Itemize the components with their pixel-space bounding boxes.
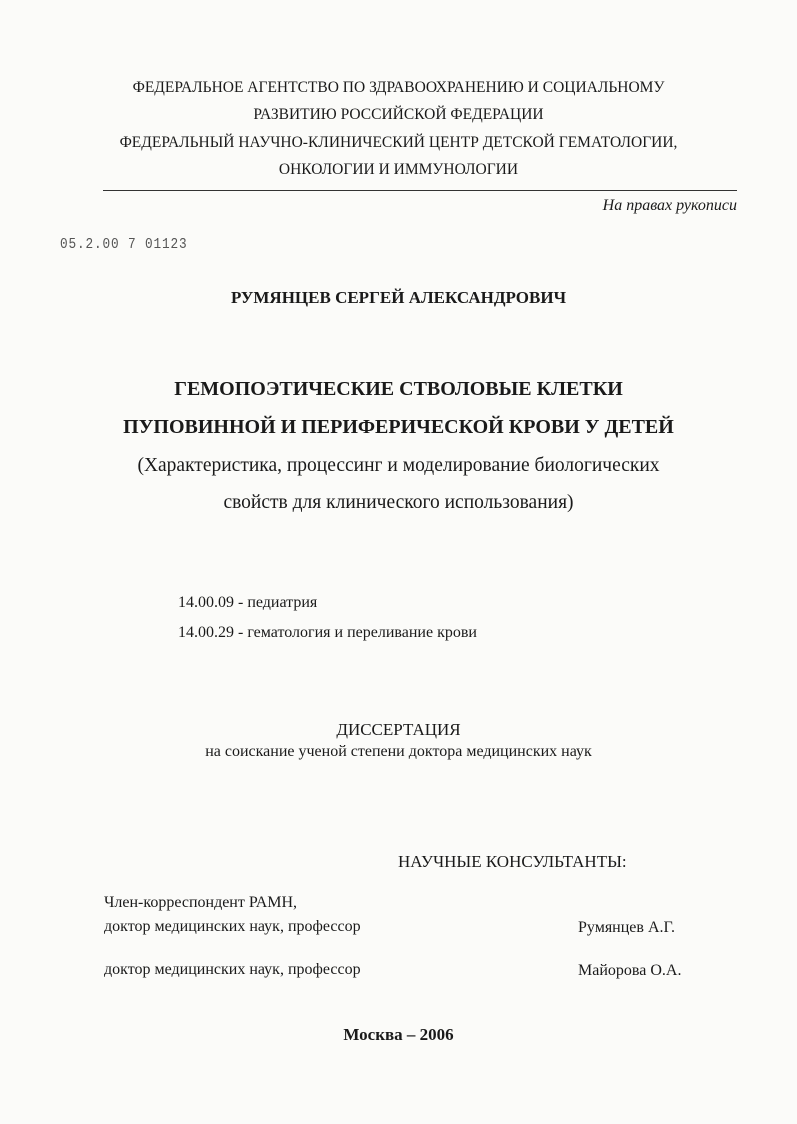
consultant-2-name: Майорова О.А. (578, 962, 682, 979)
header-line-1: ФЕДЕРАЛЬНОЕ АГЕНТСТВО ПО ЗДРАВООХРАНЕНИЮ И СОЦИАЛЬНОМУ (132, 79, 665, 96)
header-line-2: РАЗВИТИЮ РОССИЙСКОЙ ФЕДЕРАЦИИ (253, 106, 544, 123)
degree-text: на соискание ученой степени доктора медицинских наук (205, 743, 592, 760)
consultants-heading: НАУЧНЫЕ КОНСУЛЬТАНТЫ: (398, 852, 627, 871)
manuscript-note: На правах рукописи (602, 197, 737, 214)
author-name: РУМЯНЦЕВ СЕРГЕЙ АЛЕКСАНДРОВИЧ (230, 288, 567, 307)
specialty-1: 14.00.09 - педиатрия (178, 594, 318, 611)
consultant-2-title: доктор медицинских наук, профессор (104, 961, 361, 978)
title-line-1: ГЕМОПОЭТИЧЕСКИЕ СТВОЛОВЫЕ КЛЕТКИ (174, 378, 623, 400)
city-year: Москва – 2006 (343, 1025, 454, 1044)
header-line-3: ФЕДЕРАЛЬНЫЙ НАУЧНО-КЛИНИЧЕСКИЙ ЦЕНТР ДЕТСКОЙ ГЕМАТОЛОГИИ, (119, 134, 678, 151)
header-rule (103, 190, 737, 191)
consultant-1-title-1: Член-корреспондент РАМН, (104, 894, 298, 911)
subtitle-line-1: (Характеристика, процессинг и моделирование биологических (137, 455, 660, 476)
library-stamp: 05.2.00 7 01123 (60, 236, 188, 253)
dissertation-label: ДИССЕРТАЦИЯ (336, 720, 461, 739)
consultant-1-title-2: доктор медицинских наук, профессор (104, 918, 361, 935)
title-line-2: ПУПОВИННОЙ И ПЕРИФЕРИЧЕСКОЙ КРОВИ У ДЕТЕЙ (123, 416, 674, 438)
subtitle-line-2: свойств для клинического использования) (223, 492, 574, 513)
header-line-4: ОНКОЛОГИИ И ИММУНОЛОГИИ (278, 161, 519, 178)
consultant-1-name: Румянцев А.Г. (578, 919, 675, 936)
specialty-2: 14.00.29 - гематология и переливание крови (178, 624, 477, 641)
